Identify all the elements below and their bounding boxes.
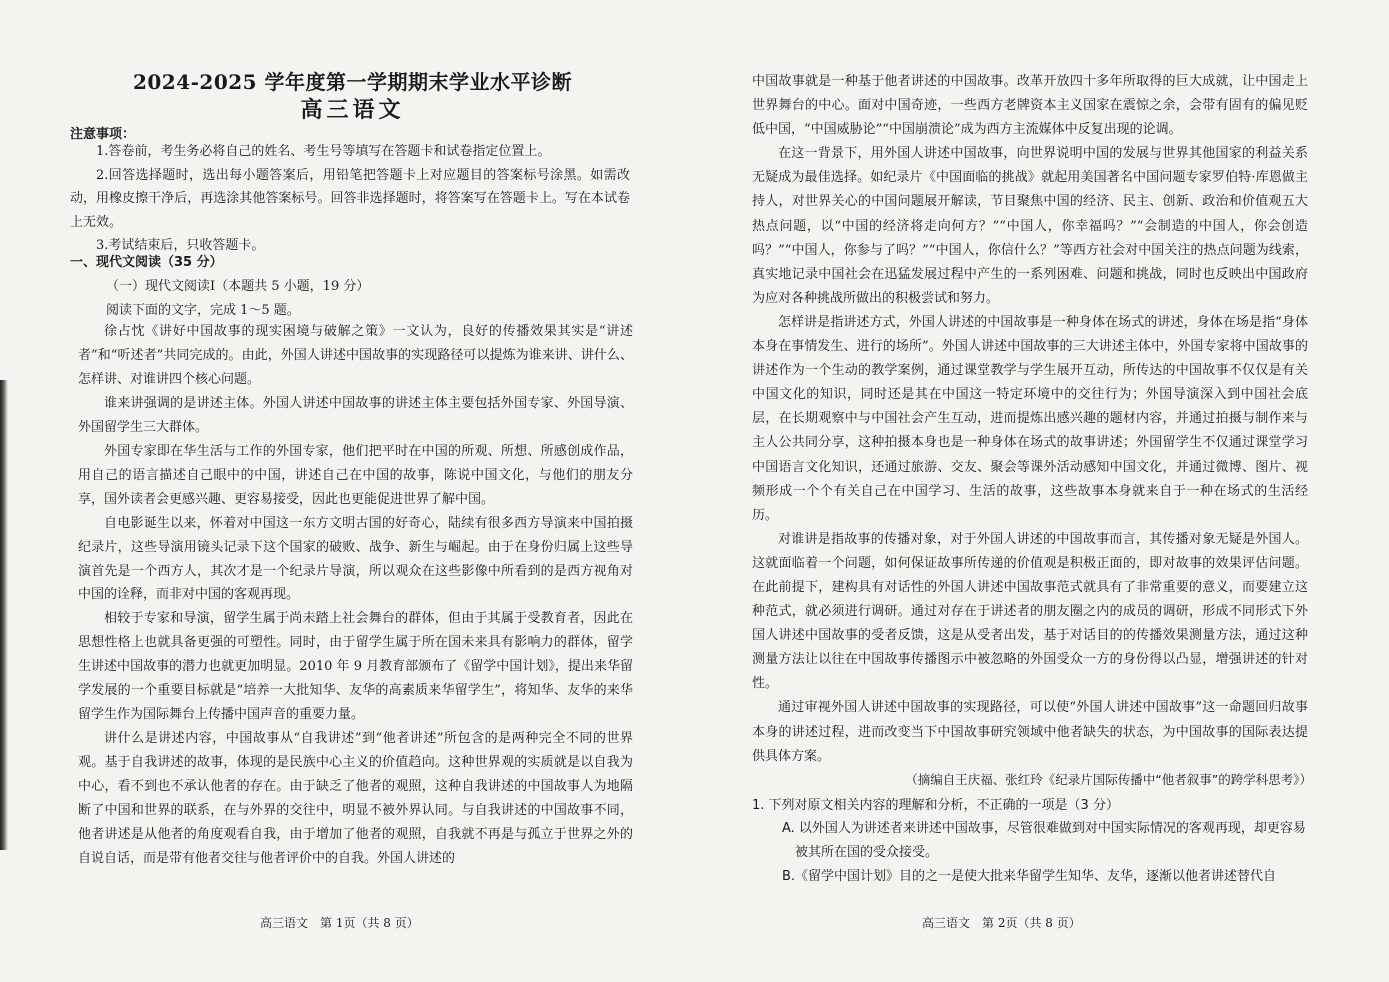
passage-paragraph: 怎样讲是指讲述方式，外国人讲述的中国故事是一种身体在场式的讲述，身体在场是指“身体本身在事情发生、进行的场所”。外国人讲述中国故事的三大讲述主体中，外国专家将中国故事的讲述作为一个生动的教学案例，通过课堂教学与学生展开互动，所传达的中国故事不仅仅是有关中国文化的知识，同时还是其在中国这一特定环境中的交往行为；外国导演深入到中国社会底层，在长期观察中与中国社会产生互动，进而提炼出感兴趣的题材内容，并通过拍摄与制作来与主人公共同分享，这种拍摄本身也是一种身体在场式的故事讲述；外国留学生不仅通过课堂学习中国语言文化知识，还通过旅游、交友、聚会等课外活动感知中国文化，并通过微博、图片、视频形成一个个有关自己在中国学习、生活的故事，这些故事本身就来自于一种在场式的生活经历。	[752, 314, 1308, 523]
passage-paragraph: 自电影诞生以来，怀着对中国这一东方文明古国的好奇心，陆续有很多西方导演来中国拍摄纪录片，这些导演用镜头记录下这个国家的破败、战争、新生与崛起。由于在身份归属上这些导演首先是一个西方人，其次才是一个纪录片导演，所以观众在这些影像中所看到的是西方视角对中国的诠释，而非对中国的客观再现。	[78, 515, 633, 603]
passage-left	[78, 320, 633, 871]
page-footer: 高三语文 第 1页（共 8 页）	[260, 916, 419, 930]
exam-page-1	[70, 0, 635, 982]
scan-edge-shadow	[0, 380, 8, 850]
passage-paragraph: 对谁讲是指故事的传播对象，对于外国人讲述的中国故事而言，其传播对象无疑是外国人。这就面临着一个问题，如何保证故事所传递的价值观是积极正面的，即对故事的效果评估问题。在此前提下，建构具有对话性的外国人讲述中国故事范式就具有了非常重要的意义，而要建立这种范式，就必须进行调研。通过对存在于讲述者的朋友圈之内的成员的调研，形成不同形式下外国人讲述中国故事的受者反馈，这是从受者出发，基于对话目的的传播效果测量方法，通过这种测量方法让以往在中国故事传播图示中被忽略的外国受众一方的身份得以凸显，增强讲述的针对性。	[752, 531, 1308, 692]
passage-right	[752, 70, 1308, 769]
exam-page-2	[752, 0, 1312, 982]
page-footer: 高三语文 第 2页（共 8 页）	[922, 916, 1081, 930]
subsection-heading: （一）现代文阅读Ⅰ（本题共 5 小题，19 分）	[106, 279, 370, 294]
passage-paragraph: 谁来讲强调的是讲述主体。外国人讲述中国故事的讲述主体主要包括外国专家、外国导演、外国留学生三大群体。	[78, 395, 633, 435]
subject-title: 高三语文	[300, 97, 405, 123]
notice-item: 1.答卷前，考生务必将自己的姓名、考生号等填写在答题卡和试卷指定位置上。	[96, 144, 551, 159]
notice-item: 3.考试结束后，只收答题卡。	[96, 238, 265, 254]
passage-paragraph: 在这一背景下，用外国人讲述中国故事，向世界说明中国的发展与世界其他国家的利益关系无疑成为最佳选择。如纪录片《中国面临的挑战》就起用美国著名中国问题专家罗伯特·库恩做主持人，对世界关心的中国问题展开解读，节目聚焦中国的经济、民主、创新、政治和价值观五大热点问题，以“中国的经济将走向何方？”“中国人，你幸福吗？”“会制造的中国人，你会创造吗？”“中国人，你参与了吗？”“中国人，你信什么？”等西方社会对中国关注的热点问题为线索，真实地记录中国社会在迅猛发展过程中产生的一系列困难、问题和挑战，同时也反映出中国政府为应对各种挑战所做出的积极尝试和努力。	[752, 146, 1308, 306]
passage-paragraph: 相较于专家和导演，留学生属于尚未踏上社会舞台的群体，但由于其属于受教育者，因此在思想性格上也就具备更强的可塑性。同时，由于留学生属于所在国未来具有影响力的群体，留学生讲述中国故事的潜力也就更加明显。2010 年 9 月教育部颁布了《留学中国计划》，提出来华留学发展的一个重要目标就是“培养一大批知华、友华的高素质来华留学生”，将知华、友华的来华留学生作为国际舞台上传播中国声音的重要力量。	[78, 611, 633, 723]
passage-paragraph: 通过审视外国人讲述中国故事的实现路径，可以使“外国人讲述中国故事”这一命题回归故事本身的讲述过程，进而改变当下中国故事研究领域中他者缺失的状态，为中国故事的国际表达提供具体方案。	[752, 700, 1308, 764]
question-options	[782, 817, 1310, 889]
passage-paragraph: 外国专家即在华生活与工作的外国专家，他们把平时在中国的所观、所想、所感创成作品，用自己的语言描述自己眼中的中国，讲述自己在中国的故事，陈说中国文化，与他们的朋友分享，国外读者会更感兴趣、更容易接受，因此也更能促进世界了解中国。	[78, 443, 633, 507]
section-heading: 一、现代文阅读（35 分）	[70, 255, 223, 270]
passage-paragraph: 徐占忱《讲好中国故事的现实困境与破解之策》一文认为，良好的传播效果其实是“讲述者”和“听述者”共同完成的。由此，外国人讲述中国故事的实现路径可以提炼为谁来讲、讲什么、怎样讲、对谁讲四个核心问题。	[78, 324, 633, 387]
reading-instruction: 阅读下面的文字，完成 1～5 题。	[106, 303, 300, 318]
question-1: 1. 下列对原文相关内容的理解和分析，不正确的一项是（3 分）	[752, 798, 1119, 813]
notice-heading: 注意事项：	[70, 127, 136, 142]
notice-item: 2.回答选择题时，选出每小题答案后，用铅笔把答题卡上对应题目的答案标号涂黑。如需改动，用橡皮擦干净后，再选涂其他答案标号。回答非选择题时，将答案写在答题卡上。写在本试卷上无效。	[70, 167, 630, 230]
passage-paragraph: 讲什么是讲述内容，中国故事从“自我讲述”到“他者讲述”所包含的是两种完全不同的世界观。基于自我讲述的故事，体现的是民族中心主义的价值趋向。这种世界观的实质就是以自我为中心，看不到也不承认他者的存在。由于缺乏了他者的观照，这种自我讲述的中国故事人为地隔断了中国和世界的联系，在与外界的交往中，明显不被外界认同。与自我讲述的中国故事不同，他者讲述是从他者的角度观看自我，由于增加了他者的观照，自我就不再是与孤立于世界之外的自说自话，而是带有他者交往与他者评价中的自我。外国人讲述的	[78, 731, 633, 866]
notice-list	[70, 140, 630, 258]
passage-paragraph: 中国故事就是一种基于他者讲述的中国故事。改革开放四十多年所取得的巨大成就，让中国走上世界舞台的中心。面对中国奇迹，一些西方老牌资本主义国家在震惊之余，会带有固有的偏见贬低中国，“中国威胁论”“中国崩溃论”成为西方主流媒体中反复出现的论调。	[752, 74, 1308, 138]
source-citation: （摘编自王庆福、张红玲《纪录片国际传播中“他者叙事”的跨学科思考》）	[905, 772, 1312, 787]
option-a: A. 以外国人为讲述者来讲述中国故事，尽管很难做到对中国实际情况的客观再现，却更容易被其所在国的受众接受。	[782, 821, 1306, 860]
exam-title: 2024-2025 学年度第一学期期末学业水平诊断	[132, 70, 573, 94]
option-b: B.《留学中国计划》目的之一是使大批来华留学生知华、友华，逐渐以他者讲述替代自	[782, 869, 1277, 884]
